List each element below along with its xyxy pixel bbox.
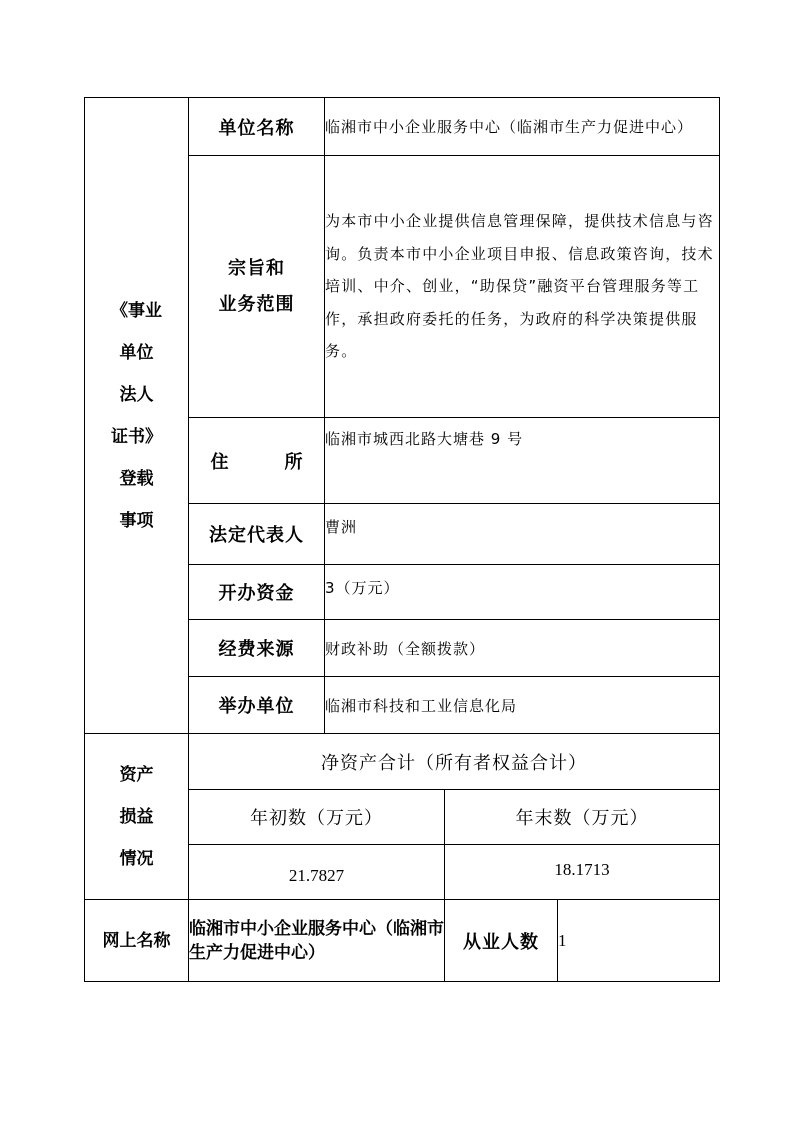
end-year-value: 18.1713 xyxy=(445,845,720,900)
address-label-left: 住 xyxy=(210,451,229,473)
purpose-label xyxy=(189,156,325,418)
purpose-value: 为本市中小企业提供信息管理保障，提供技术信息与咨询。负责本市中小企业项目申报、信息政策咨询，技术培训、中介、创业，“助保贷”融资平台管理服务等工作，承担政府委托的任务，为政府的科学决策提供服务。 xyxy=(325,156,720,418)
section-label-line: 损益 xyxy=(119,806,154,827)
purpose-label-line: 宗旨和 xyxy=(228,257,285,279)
begin-year-label: 年初数（万元） xyxy=(189,790,445,845)
address-value: 临湘市城西北路大塘巷 9 号 xyxy=(325,418,720,504)
unit-name-value: 临湘市中小企业服务中心（临湘市生产力促进中心） xyxy=(325,98,720,156)
address-label-right: 所 xyxy=(284,451,303,473)
staff-count-value: 1 xyxy=(558,900,720,982)
staff-count-label: 从业人数 xyxy=(445,900,558,982)
end-year-label: 年末数（万元） xyxy=(445,790,720,845)
address-label xyxy=(189,418,325,504)
sponsor-label: 举办单位 xyxy=(189,677,325,734)
legal-rep-value: 曹洲 xyxy=(325,504,720,565)
section-label-line: 证书》 xyxy=(111,426,162,447)
legal-rep-label: 法定代表人 xyxy=(189,504,325,565)
capital-label: 开办资金 xyxy=(189,565,325,620)
registration-form-table xyxy=(84,97,720,982)
funding-source-label: 经费来源 xyxy=(189,620,325,677)
sponsor-value: 临湘市科技和工业信息化局 xyxy=(325,677,720,734)
online-name-value: 临湘市中小企业服务中心（临湘市生产力促进中心） xyxy=(189,900,445,982)
purpose-label-line: 业务范围 xyxy=(218,293,295,315)
section-label-line: 《事业 xyxy=(111,300,162,321)
unit-name-label: 单位名称 xyxy=(189,98,325,156)
online-name-label: 网上名称 xyxy=(85,900,189,982)
section-label-line: 单位 xyxy=(119,342,154,363)
section-label-line: 资产 xyxy=(119,764,154,785)
capital-value: 3（万元） xyxy=(325,565,720,620)
section-label-line: 情况 xyxy=(119,848,154,869)
asset-section-label xyxy=(85,734,189,900)
section-label-line: 法人 xyxy=(119,384,154,405)
section-label-line: 事项 xyxy=(119,510,154,531)
registration-section-label xyxy=(85,98,189,734)
funding-source-value: 财政补助（全额拨款） xyxy=(325,620,720,677)
begin-year-value: 21.7827 xyxy=(189,845,445,900)
net-assets-header: 净资产合计（所有者权益合计） xyxy=(189,734,720,790)
section-label-line: 登载 xyxy=(119,468,154,489)
